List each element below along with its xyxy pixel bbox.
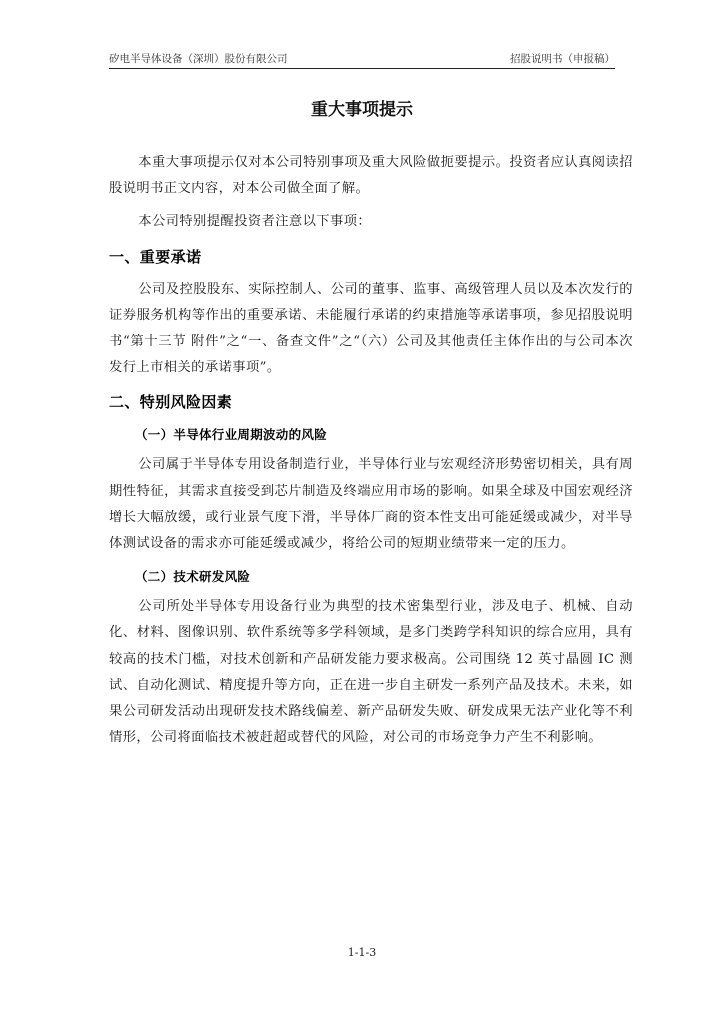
- page-title: 重大事项提示: [311, 100, 413, 120]
- header-company-name: 矽电半导体设备（深圳）股份有限公司: [109, 53, 288, 65]
- subsection-heading-cycle-risk: （一）半导体行业周期波动的风险: [135, 427, 328, 443]
- section-heading-risk-factors: 二、特别风险因素: [109, 393, 233, 412]
- page-header: [109, 50, 615, 69]
- subsection-heading-rd-risk: （二）技术研发风险: [135, 569, 251, 585]
- rd-risk-paragraph: 公司所处半导体专用设备行业为典型的技术密集型行业，涉及电子、机械、自动化、材料、图像识别、软件系统等多学科领域，是多门类跨学科知识的综合应用，具有较高的技术门槛，对技术创新和产品研发能力要求极高。公司围绕 12 英寸晶圆 IC 测试、自动化测试、精度提升等方向，正在进一步自主研发一系列产品及技术。未来，如果公司研发活动出现研发技术路线偏差、新产品研发失败、研发成果无法产业化等不利情形，公司将面临技术被赶超或替代的风险，对公司的市场竞争力产生不利影响。: [109, 599, 633, 746]
- header-document-type: 招股说明书（申报稿）: [510, 53, 615, 65]
- commitments-paragraph: 公司及控股股东、实际控制人、公司的董事、监事、高级管理人员以及本次发行的证券服务机构等作出的重要承诺、未能履行承诺的约束措施等承诺事项，参见招股说明书“第十三节 附件”之“一、备查文件”之“（六）公司及其他责任主体作出的与公司本次发行上市相关的承诺事项”。: [109, 281, 633, 376]
- intro-paragraph-2: 本公司特别提醒投资者注意以下事项：: [138, 214, 372, 230]
- page-number: 1-1-3: [347, 946, 377, 959]
- cycle-risk-paragraph: 公司属于半导体专用设备制造行业，半导体行业与宏观经济形势密切相关，具有周期性特征，其需求直接受到芯片制造及终端应用市场的影响。如果全球及中国宏观经济增长大幅放缓，或行业景气度下滑，半导体厂商的资本性支出可能延缓或减少，对半导体测试设备的需求亦可能延缓或减少，将给公司的短期业绩带来一定的压力。: [109, 457, 633, 552]
- section-heading-commitments: 一、重要承诺: [109, 247, 202, 266]
- document-body: [109, 150, 633, 751]
- intro-paragraph-1: 本重大事项提示仅对本公司特别事项及重大风险做扼要提示。投资者应认真阅读招股说明书正文内容，对本公司做全面了解。: [109, 155, 633, 197]
